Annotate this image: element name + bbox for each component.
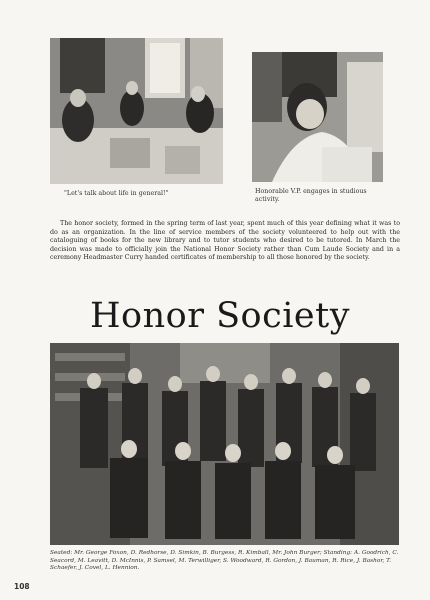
page-number: 108 [14, 582, 30, 591]
page-title: Honor Society [90, 296, 350, 336]
photo-vp-studying-image [252, 52, 383, 182]
caption-talk: "Let's talk about life in general!" [64, 190, 169, 197]
caption-vp: Honorable V.P. engages in studious activity. [255, 188, 367, 203]
body-paragraph: The honor society, formed in the spring term of last year, spent much of this year defining what it was to do as an organization. In the line of service members of the society volunteered to help out with the cataloguing of books for the new library and to tutor students who desired to be tutored. In March the decision was made to officially join the National Honor Society rather than Cum Laude Society and in a ceremony Headmaster Curry handed certificates of membership to all those honored by the society. [50, 220, 400, 262]
photo-honor-society-group [50, 343, 399, 545]
photo-honor-society-group-image [50, 343, 399, 545]
seated-label: Seated: [50, 550, 73, 556]
photo-vp-studying [252, 52, 383, 182]
standing-label: Standing: [323, 550, 353, 556]
photo-students-talking-image [50, 38, 223, 184]
photo-students-talking [50, 38, 223, 184]
group-caption [50, 550, 400, 573]
seated-names: Mr. George Foxon, D. Redhorse, D. Simkin, B. Burgess, R. Kimball, Mr. John Burger; [74, 550, 322, 556]
standing-names: A. Goodrich, C. Seacord, M. Leavitt, D. McInnis, P. Samsel, M. Terwilliger, S. Woodward, R. Gordon, J. Bauman, R. Rice, J. Bashor, T. Schaefer, J. Covel, L. Hennion. [50, 550, 399, 572]
